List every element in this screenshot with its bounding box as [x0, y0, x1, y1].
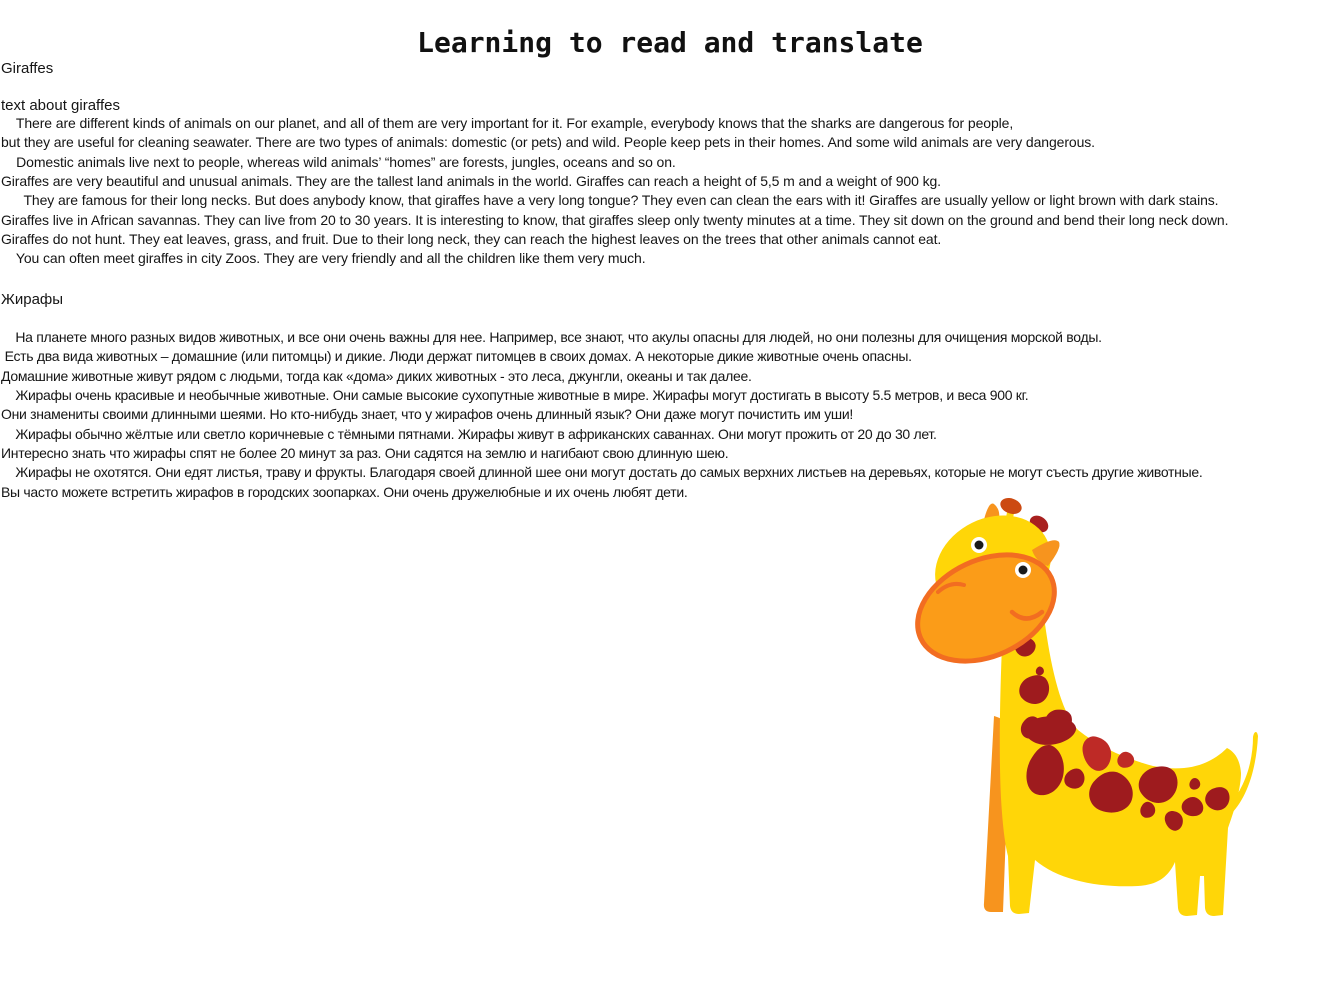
- giraffe-eye: [1019, 566, 1028, 575]
- english-paragraphs: [1, 114, 1340, 269]
- text-line: You can often meet giraffes in city Zoos. They are very friendly and all the children like them very much.: [1, 250, 646, 267]
- russian-paragraphs: [1, 328, 1340, 502]
- english-section-subheading: text about giraffes: [1, 97, 120, 114]
- text-line: На планете много разных видов животных, и все они очень важны для нее. Например, все знают, что акулы опасны для людей, но они полезны для очищения морской воды.: [1, 329, 1102, 345]
- text-line: Есть два вида животных – домашние (или питомцы) и дикие. Люди держат питомцев в своих домах. А некоторые дикие животные очень опасны.: [1, 348, 912, 365]
- text-line: Жирафы не охотятся. Они едят листья, траву и фрукты. Благодаря своей длинной шее они могут достать до самых верхних листьев на деревьях, которые не могут съесть другие животные.: [1, 464, 1203, 481]
- text-line: Жирафы очень красивые и необычные животные. Они самые высокие сухопутные животные в мире. Жирафы могут достигать в высоту 5.5 метров, и веса 900 кг.: [1, 387, 1029, 404]
- english-section-heading: Giraffes: [1, 60, 54, 77]
- page-title: Learning to read and translate: [417, 26, 923, 59]
- giraffe-horn-knob: [998, 495, 1024, 517]
- text-line: Domestic animals live next to people, whereas wild animals’ “homes” are forests, jungles, oceans and so on.: [1, 153, 676, 170]
- russian-section-heading: Жирафы: [1, 291, 64, 308]
- text-line: Giraffes do not hunt. They eat leaves, grass, and fruit. Due to their long neck, they can reach the highest leaves on the trees that other animals cannot eat.: [1, 231, 942, 248]
- giraffe-eye: [975, 541, 984, 550]
- text-line: There are different kinds of animals on our planet, and all of them are very important for it. For example, everybody knows that the sharks are dangerous for people,: [1, 115, 1014, 131]
- text-line: Giraffes are very beautiful and unusual animals. They are the tallest land animals in the world. Giraffes can reach a height of 5,5 m and a weight of 900 kg.: [1, 173, 941, 190]
- giraffe-illustration: [898, 488, 1295, 943]
- text-line: Giraffes live in African savannas. They can live from 20 to 30 years. It is interesting to know, that giraffes sleep only twenty minutes at a time. They sit down on the ground and bend their long neck down.: [1, 211, 1229, 228]
- text-line: Жирафы обычно жёлтые или светло коричневые с тёмными пятнами. Жирафы живут в африканских саваннах. Они могут прожить от 20 до 30 лет.: [1, 425, 937, 442]
- text-line: Домашние животные живут рядом с людьми, тогда как «дома» диких животных - это леса, джунгли, океаны и так далее.: [1, 367, 752, 384]
- text-line: but they are useful for cleaning seawater. There are two types of animals: domestic (or pets) and wild. People keep pets in their homes. And some wild animals are very dangerous.: [1, 134, 1095, 151]
- text-line: They are famous for their long necks. But does anybody know, that giraffes have a very long tongue? They even can clean the ears with it! Giraffes are usually yellow or light brown with dark stains.: [1, 192, 1219, 209]
- text-line: Они знамениты своими длинными шеями. Но кто-нибудь знает, что у жирафов очень длинный язык? Они даже могут почистить им уши!: [1, 406, 853, 423]
- text-line: Интересно знать что жирафы спят не более 20 минут за раз. Они садятся на землю и нагибают свою длинную шею.: [1, 445, 729, 462]
- text-line: Вы часто можете встретить жирафов в городских зоопарках. Они очень дружелюбные и их очень любят дети.: [1, 483, 688, 500]
